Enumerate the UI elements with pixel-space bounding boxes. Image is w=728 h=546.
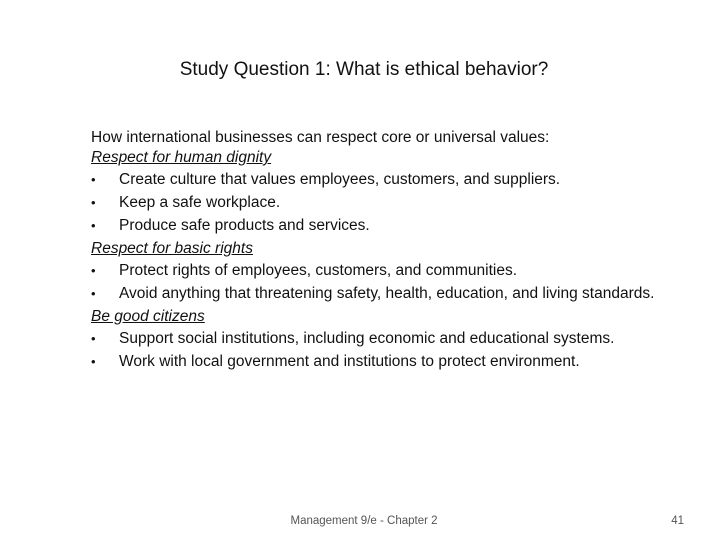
section-heading-good-citizens: Be good citizens	[91, 308, 205, 325]
bullet-icon: •	[91, 286, 96, 301]
bullet-text: Create culture that values employees, customers, and suppliers.	[119, 171, 561, 188]
bullet-text: Protect rights of employees, customers, and communities.	[119, 262, 517, 279]
bullet-icon: •	[91, 195, 96, 210]
bullet-list-basic-rights	[91, 261, 701, 304]
bullet-icon: •	[91, 218, 96, 233]
bullet-icon: •	[91, 354, 96, 369]
bullet-list-good-citizens	[91, 329, 701, 372]
bullet-text: Support social institutions, including economic and educational systems.	[119, 330, 615, 347]
slide-footer: Management 9/e - Chapter 2	[290, 515, 438, 527]
bullet-item	[91, 261, 701, 281]
bullet-text: Avoid anything that threatening safety, health, education, and living standards.	[119, 285, 655, 302]
bullet-icon: •	[91, 263, 96, 278]
bullet-item	[91, 329, 701, 349]
bullet-text: Work with local government and institutions to protect environment.	[119, 353, 580, 370]
bullet-item	[91, 284, 701, 304]
bullet-item	[91, 170, 701, 190]
bullet-item	[91, 352, 701, 372]
bullet-icon: •	[91, 172, 96, 187]
bullet-list-human-dignity	[91, 170, 701, 236]
section-heading-human-dignity: Respect for human dignity	[91, 149, 272, 166]
slide-number: 41	[671, 515, 684, 527]
bullet-item	[91, 193, 701, 213]
slide-title: Study Question 1: What is ethical behavior?	[179, 59, 549, 80]
bullet-text: Produce safe products and services.	[119, 217, 370, 234]
section-heading-basic-rights: Respect for basic rights	[91, 240, 253, 257]
intro-text: How international businesses can respect core or universal values:	[91, 129, 550, 146]
bullet-text: Keep a safe workplace.	[119, 194, 281, 211]
bullet-icon: •	[91, 331, 96, 346]
slide-body	[91, 128, 701, 375]
bullet-item	[91, 216, 701, 236]
